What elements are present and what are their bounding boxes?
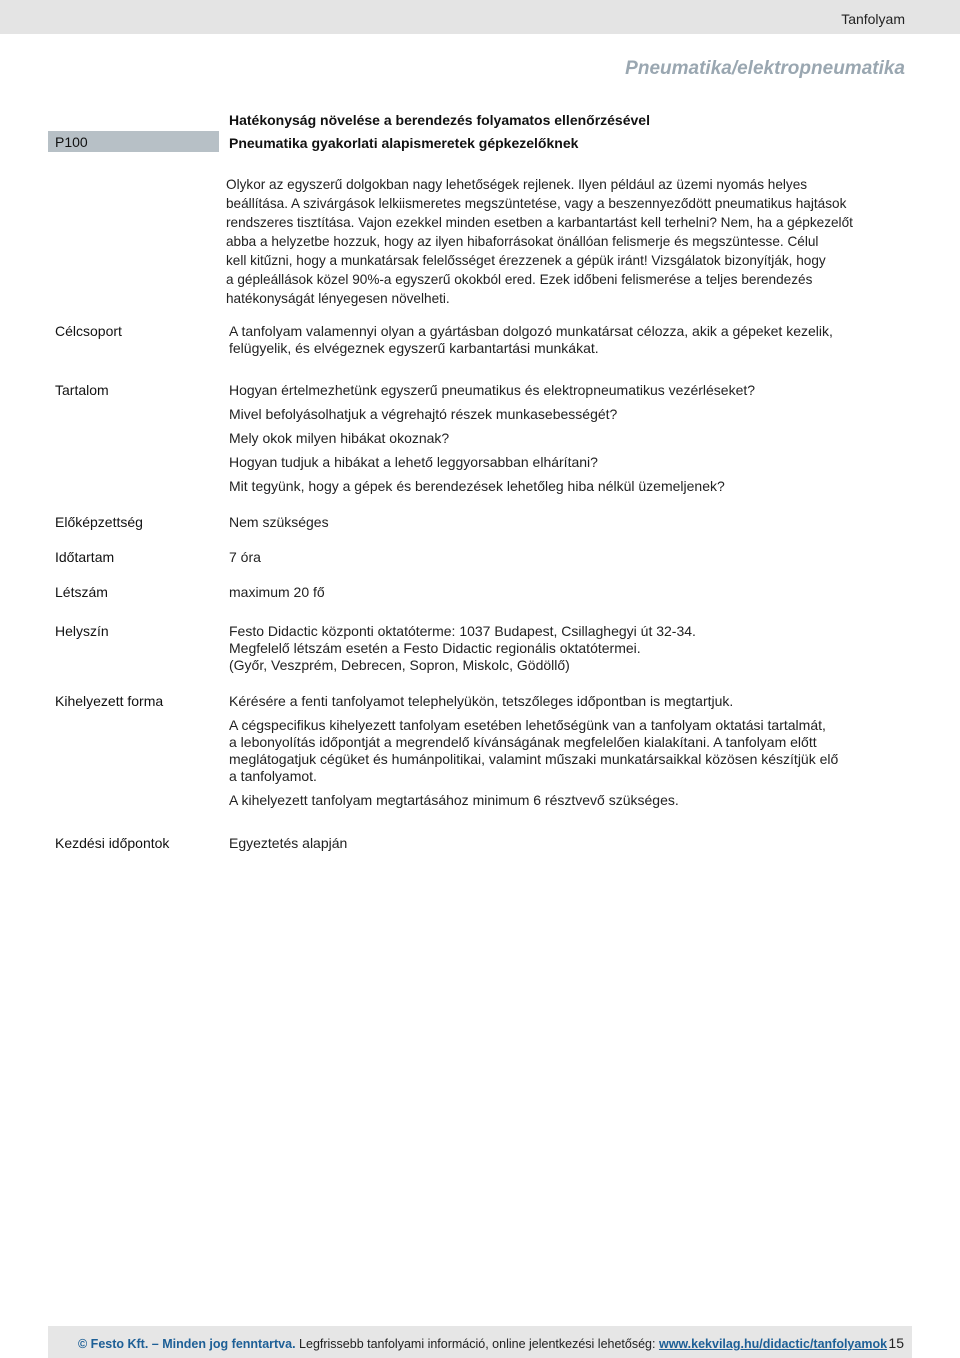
onsite-value <box>229 693 838 809</box>
headcount-label: Létszám <box>55 584 108 600</box>
target-group-line: A tanfolyam valamennyi olyan a gyártásban dolgozó munkatársat célozza, akik a gépeket kezelik, <box>229 323 833 339</box>
page-number: 15 <box>888 1335 904 1351</box>
start-dates-label: Kezdési időpontok <box>55 835 170 851</box>
intro-line: hatékonyságát lényegesen növelheti. <box>226 291 450 306</box>
section-title: Pneumatika/elektropneumatika <box>625 58 905 79</box>
content-item: Hogyan értelmezhetünk egyszerű pneumatikus és elektropneumatikus vezérléseket? <box>229 382 756 398</box>
onsite-line: a tanfolyamot. <box>229 768 317 784</box>
target-group-line: felügyelik, és elvégeznek egyszerű karbantartási munkákat. <box>229 340 599 356</box>
intro-line: beállítása. A szivárgások lelkiismeretes megszüntetése, vagy a beszennyeződött pneumatikus hajtások <box>226 196 847 211</box>
category-title: Tanfolyam <box>841 11 905 27</box>
headcount-value: maximum 20 fő <box>229 584 325 600</box>
footer-link[interactable]: www.kekvilag.hu/didactic/tanfolyamok <box>658 1337 888 1351</box>
location-line: Megfelelő létszám esetén a Festo Didactic regionális oktatótermei. <box>229 640 641 656</box>
onsite-paragraph-3: A kihelyezett tanfolyam megtartásához minimum 6 résztvevő szükséges. <box>229 792 679 808</box>
course-title-line-2: Pneumatika gyakorlati alapismeretek gépkezelőknek <box>229 135 579 151</box>
intro-line: kell kitűzni, hogy a munkatársak felelősséget érezzenek a gépük iránt! Vizsgálatok bizonyítják, hogy <box>226 253 826 268</box>
intro-line: Olykor az egyszerű dolgokban nagy lehetőségek rejlenek. Ilyen például az üzemi nyomás helyes <box>226 177 808 192</box>
content-item: Hogyan tudjuk a hibákat a lehető leggyorsabban elhárítani? <box>229 454 598 470</box>
prerequisite-label: Előképzettség <box>55 514 143 530</box>
content-item: Mely okok milyen hibákat okoznak? <box>229 430 450 446</box>
onsite-line: meglátogatjuk cégüket és humánpolitikai, valamint műszaki munkatársaikkal közösen készítjük elő <box>229 751 839 767</box>
content-label: Tartalom <box>55 382 109 398</box>
onsite-line: A cégspecifikus kihelyezett tanfolyam esetében lehetőségünk van a tanfolyam oktatási tartalmát, <box>229 717 826 733</box>
location-line: (Győr, Veszprém, Debrecen, Sopron, Miskolc, Gödöllő) <box>229 657 570 673</box>
target-group-label: Célcsoport <box>55 323 122 339</box>
content-item: Mit tegyünk, hogy a gépek és berendezések lehetőleg hiba nélkül üzemeljenek? <box>229 478 725 494</box>
intro-line: abba a helyzetbe hozzuk, hogy az ilyen hibaforrásokat önállóan felismerje és megszüntesse. Célul <box>226 234 819 249</box>
duration-value: 7 óra <box>229 549 261 565</box>
course-title-line-1: Hatékonyság növelése a berendezés folyamatos ellenőrzésével <box>229 112 650 128</box>
location-line: Festo Didactic központi oktatóterme: 1037 Budapest, Csillaghegyi út 32-34. <box>229 623 696 639</box>
footer-info: Legfrissebb tanfolyami információ, online jelentkezési lehetőség: <box>295 1337 659 1351</box>
location-value <box>229 623 696 674</box>
onsite-paragraph-1: Kérésére a fenti tanfolyamot telephelyükön, tetszőleges időpontban is megtartjuk. <box>229 693 734 709</box>
top-bar <box>0 0 960 34</box>
intro-line: rendszeres tisztítása. Vajon ezekkel minden esetben a karbantartást kell terhelni? Nem, ha a gépkezelőt <box>226 215 853 230</box>
footer <box>48 1326 912 1358</box>
copyright-text: © Festo Kft. – Minden jog fenntartva. <box>78 1337 296 1351</box>
intro-paragraph <box>226 175 906 308</box>
course-code: P100 <box>55 134 88 150</box>
course-code-box <box>48 131 219 152</box>
intro-line: a gépleállások közel 90%-a egyszerű okokból ered. Ezek időbeni felismerése a teljes berendezés <box>226 272 813 287</box>
duration-label: Időtartam <box>55 549 115 565</box>
onsite-label: Kihelyezett forma <box>55 693 164 709</box>
onsite-line: a lebonyolítás időpontját a megrendelő kívánságának megfelelően kialakítani. A tanfolyam előtt <box>229 734 817 750</box>
target-group-value <box>229 323 833 357</box>
start-dates-value: Egyeztetés alapján <box>229 835 348 851</box>
prerequisite-value: Nem szükséges <box>229 514 329 530</box>
content-item: Mivel befolyásolhatjuk a végrehajtó részek munkasebességét? <box>229 406 618 422</box>
location-label: Helyszín <box>55 623 109 639</box>
footer-text <box>78 1337 887 1351</box>
content-list <box>229 382 755 502</box>
